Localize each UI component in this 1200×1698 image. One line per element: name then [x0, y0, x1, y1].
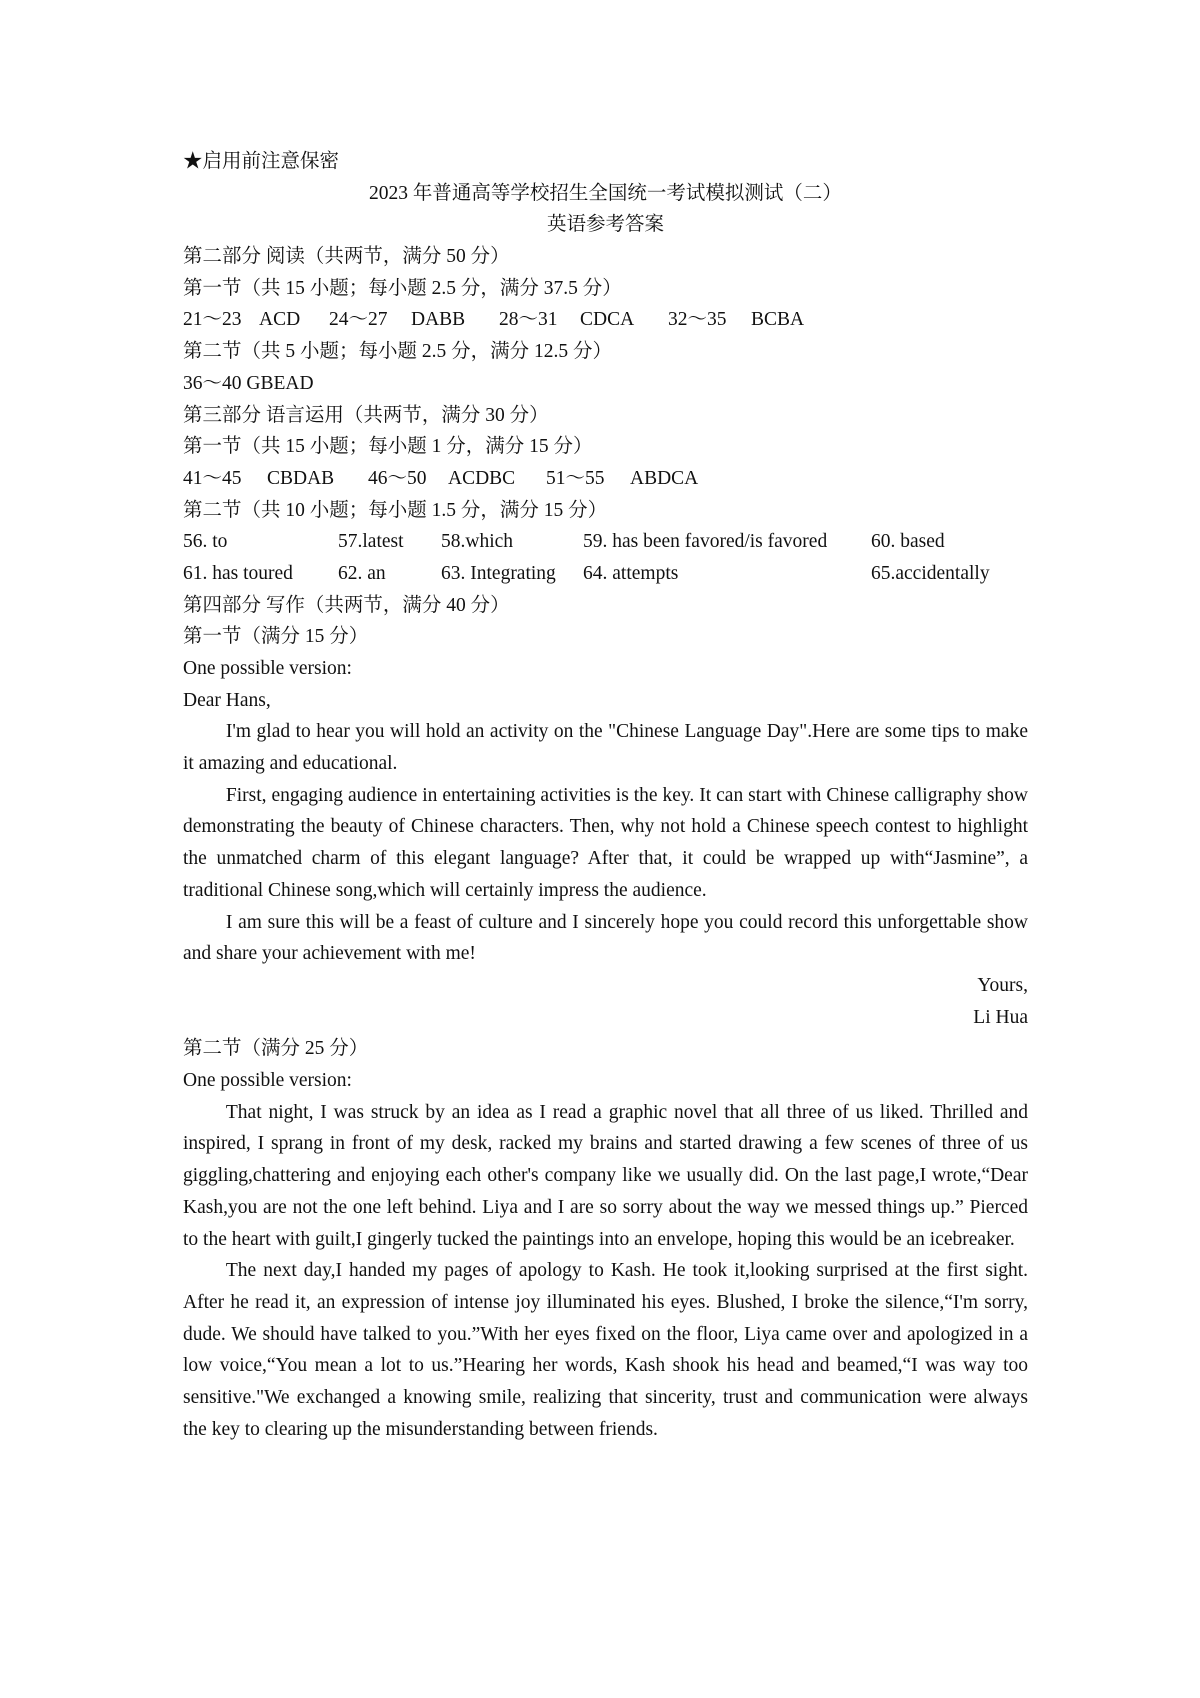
sample-version-label: One possible version:	[183, 1070, 352, 1092]
letter-paragraph: I am sure this will be a feast of culture and I sincerely hope you could record this unforgettable show and share your achievement with me!	[183, 911, 1028, 965]
answer-value: ACD	[259, 309, 301, 331]
answer-range: 21～23	[183, 309, 242, 331]
answer-value: CBDAB	[267, 467, 335, 489]
exam-title: 2023 年普通高等学校招生全国统一考试模拟测试（二）	[369, 182, 842, 204]
exam-subtitle: 英语参考答案	[546, 214, 664, 236]
answer-item: 61. has toured	[183, 562, 293, 584]
letter-closing: Yours,	[977, 975, 1028, 996]
answer-item: 57.latest	[338, 531, 404, 553]
answer-item: 63. Integrating	[441, 562, 556, 584]
answer-value: DABB	[411, 309, 466, 331]
part3-sec2-row1	[183, 526, 1028, 558]
part2-sec1-answers	[183, 304, 1028, 336]
part4-sec1-heading: 第一节（满分 15 分）	[183, 626, 369, 648]
part3-sec2-row2	[183, 558, 1028, 590]
confidential-notice: ★启用前注意保密	[183, 151, 340, 172]
answer-range: 51～55	[546, 467, 605, 489]
part3-sec2-heading: 第二节（共 10 小题；每小题 1.5 分，满分 15 分）	[183, 499, 608, 521]
story-paragraph: The next day,I handed my pages of apology to Kash. He took it,looking surprised at the first sight. After he read it, an expression of intense joy illuminated his eyes. Blushed, I broke the silence,“I'm sorry, dude. We should have talked to you.”With her eyes fixed on the floor, Liya came over and apologized in a low voice,“You mean a lot to us.”Hearing her words, Kash shook his head and beamed,“I was way too sensitive."We exchanged a knowing smile, realizing that sincerity, trust and communication were always the key to clearing up the misunderstanding between friends.	[183, 1260, 1028, 1440]
sample-version-label: One possible version:	[183, 658, 352, 679]
part3-sec1-heading: 第一节（共 15 小题；每小题 1 分，满分 15 分）	[183, 436, 593, 458]
answer-item: 65.accidentally	[871, 562, 990, 584]
answer-item: 59. has been favored/is favored	[583, 531, 828, 553]
answer-range: 46～50	[368, 467, 427, 489]
part3-heading: 第三部分 语言运用（共两节，满分 30 分）	[183, 404, 549, 426]
letter-signature: Li Hua	[973, 1006, 1028, 1028]
answer-item: 60. based	[871, 531, 945, 553]
answer-item: 62. an	[338, 562, 386, 584]
part2-heading: 第二部分 阅读（共两节，满分 50 分）	[183, 246, 510, 268]
letter-salutation: Dear Hans,	[183, 689, 271, 711]
letter-paragraph: I'm glad to hear you will hold an activity on the "Chinese Language Day".Here are some tips to make it amazing and educational.	[183, 721, 1028, 775]
answer-value: ABDCA	[630, 467, 699, 489]
part2-sec2-answers: 36～40 GBEAD	[183, 372, 314, 394]
answer-range: 28～31	[499, 309, 558, 331]
answer-item: 64. attempts	[583, 562, 679, 584]
answer-key-page	[183, 146, 1028, 1445]
story-paragraph: That night, I was struck by an idea as I read a graphic novel that all three of us liked. Thrilled and inspired, I sprang in front of my desk, racked my brains and started drawing a few scenes of three of us giggling,chattering and enjoying each other's company like we usually did. On the last page,I wrote,“Dear Kash,you are not the one left behind. Liya and I are so sorry about the way we messed things up.” Pierced to the heart with guilt,I gingerly tucked the paintings into an envelope, hoping this would be an icebreaker.	[183, 1101, 1028, 1250]
answer-value: BCBA	[751, 309, 805, 331]
answer-range: 41～45	[183, 467, 242, 489]
answer-range: 32～35	[668, 309, 727, 331]
part3-sec1-answers	[183, 463, 1028, 495]
part2-sec1-heading: 第一节（共 15 小题；每小题 2.5 分，满分 37.5 分）	[183, 277, 622, 299]
answer-range: 24～27	[329, 309, 388, 331]
part4-sec2-heading: 第二节（满分 25 分）	[183, 1038, 369, 1060]
answer-item: 56. to	[183, 531, 228, 553]
part4-heading: 第四部分 写作（共两节，满分 40 分）	[183, 594, 510, 616]
answer-item: 58.which	[441, 531, 514, 553]
part2-sec2-heading: 第二节（共 5 小题；每小题 2.5 分，满分 12.5 分）	[183, 341, 613, 363]
answer-value: CDCA	[580, 309, 635, 331]
letter-paragraph: First, engaging audience in entertaining activities is the key. It can start with Chinese calligraphy show demonstrating the beauty of Chinese characters. Then, why not hold a Chinese speech contest to highlight the unmatched charm of this elegant language? After that, it could be wrapped up with“Jasmine”, a traditional Chinese song,which will certainly impress the audience.	[183, 784, 1028, 901]
answer-value: ACDBC	[448, 467, 516, 489]
